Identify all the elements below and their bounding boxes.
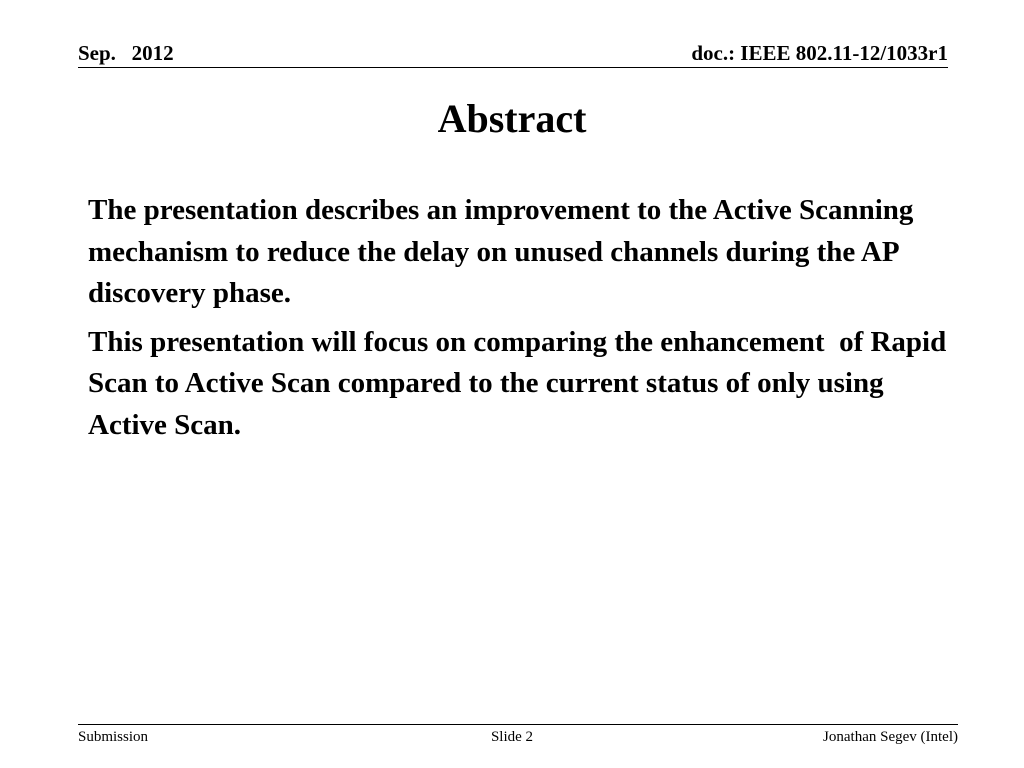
footer-divider [78,724,958,725]
header-date: Sep. 2012 [78,41,174,65]
footer-author: Jonathan Segev (Intel) [823,729,958,745]
header-divider [78,67,948,68]
header-doc-id: doc.: IEEE 802.11-12/1033r1 [691,41,948,65]
body-paragraph: The presentation describes an improvement to the Active Scanning mechanism to reduce the delay on unused channels during the AP discovery phase. [88,194,921,309]
body-paragraph: This presentation will focus on comparing the enhancement of Rapid Scan to Active Scan compared to the current status of only using Active Scan. [88,325,954,441]
footer-submission: Submission [78,729,149,745]
footer-slide-number: Slide 2 [490,729,534,745]
slide-title: Abstract [437,96,587,141]
slide-body [88,190,954,453]
